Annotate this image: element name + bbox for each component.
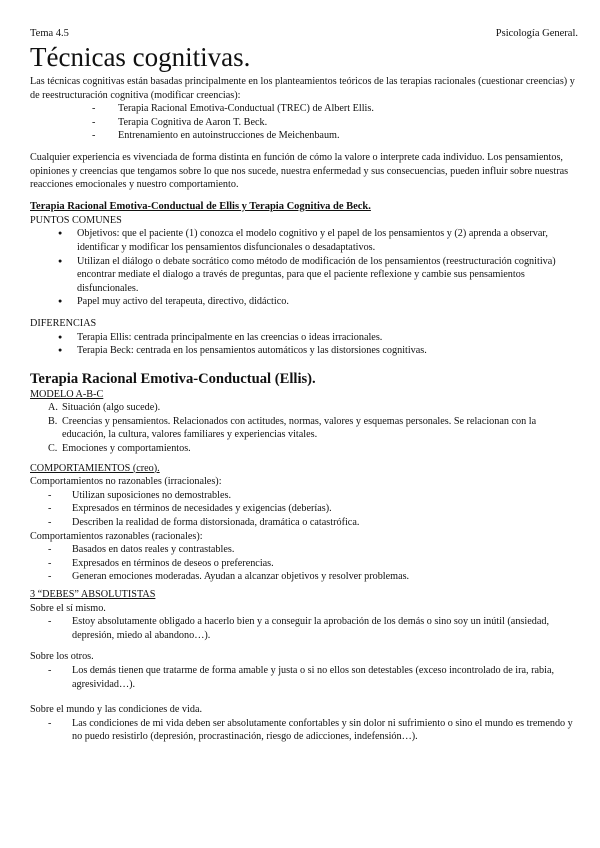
header-topic: Tema 4.5 [30, 28, 69, 39]
list-item: ● Terapia Beck: centrada en los pensamientos automáticos y las distorsiones cognitivas. [56, 344, 578, 358]
list-item: - Los demás tienen que tratarme de forma amable y justa o si no ellos son detestables (exceso incontrolado de ira, rabia, agresividad…). [48, 664, 578, 691]
common-points-list [30, 227, 578, 309]
list-item: - Terapia Cognitiva de Aaron T. Beck. [92, 116, 578, 130]
list-item: ● Utilizan el diálogo o debate socrático como método de modificación de los pensamientos (reestructuración cognitiva) encontrar mediate el dialogo a través de preguntas, para que el paciente reflexione y cambie sus pensamientos disfuncionales. [56, 255, 578, 296]
list-item: - Basados en datos reales y contrastables. [48, 543, 578, 557]
list-item: - Estoy absolutamente obligado a hacerlo bien y a conseguir la aprobación de los demás o sino soy un inútil (ansiedad, depresión, miedo al abandono…). [48, 615, 578, 642]
self-label: Sobre el sí mismo. [30, 602, 106, 614]
intro-list [30, 102, 578, 143]
self-list [30, 615, 578, 642]
others-label: Sobre los otros. [30, 651, 94, 663]
abc-model-list [30, 401, 578, 455]
abc-model-label: MODELO A-B-C [30, 388, 104, 400]
list-item [48, 442, 578, 456]
world-list [30, 717, 578, 744]
world-label: Sobre el mundo y las condiciones de vida. [30, 704, 203, 716]
list-letter: A. [48, 402, 58, 414]
list-item: ● Terapia Ellis: centrada principalmente en las creencias o ideas irracionales. [56, 331, 578, 345]
differences-list [30, 331, 578, 358]
absolutist-musts-label: 3 “DEBES” ABSOLUTISTAS [30, 589, 156, 600]
page-header [30, 28, 578, 40]
section-heading-ellis-beck: Terapia Racional Emotiva-Conductual de Ellis y Terapia Cognitiva de Beck. [30, 200, 371, 212]
list-text: Creencias y pensamientos. Relacionados con actitudes, normas, valores y esquemas personales. Se relacionan con la educación, la cultura, valores familiares y experiencias vitales. [62, 415, 537, 441]
list-item: - Utilizan suposiciones no demostrables. [48, 489, 578, 503]
differences-label: DIFERENCIAS [30, 317, 97, 329]
list-item: - Generan emociones moderadas. Ayudan a alcanzar objetivos y resolver problemas. [48, 570, 578, 584]
rational-list [30, 543, 578, 584]
list-item: - Expresados en términos de necesidades y exigencias (deberías). [48, 502, 578, 516]
list-item: - Expresados en términos de deseos o preferencias. [48, 557, 578, 571]
irrational-list [30, 489, 578, 530]
section-heading-trec: Terapia Racional Emotiva-Conductual (Ellis). [30, 370, 316, 387]
list-item: ● Objetivos: que el paciente (1) conozca el modelo cognitivo y el papel de los pensamientos y (2) aprenda a observar, identificar y modificar los pensamientos disfuncionales o desadaptativos. [56, 227, 578, 254]
list-item: ● Papel muy activo del terapeuta, directivo, didáctico. [56, 295, 578, 309]
document-page [30, 28, 578, 744]
header-subject: Psicología General. [495, 28, 578, 39]
list-text: Emociones y comportamientos. [62, 443, 191, 455]
list-text: Situación (algo sucede). [62, 402, 161, 414]
list-item: - Describen la realidad de forma distorsionada, dramática o catastrófica. [48, 516, 578, 530]
page-title: Técnicas cognitivas. [30, 42, 251, 72]
list-item: - Las condiciones de mi vida deben ser absolutamente confortables y sin dolor ni sufrimiento o sino el mundo es tremendo y no puedo resistirlo (depresión, procrastinación, riesgo de adicciones, indefensión…). [48, 717, 578, 744]
experience-paragraph: Cualquier experiencia es vivenciada de forma distinta en función de cómo la valore o interprete cada individuo. Los pensamientos, opiniones y creencias que tengamos sobre lo que nos sucede, nuestra enfermedad y sus consecuencias, pueden influir sobre nuestras reacciones emocionales y nuestro comportamiento. [30, 151, 569, 191]
intro-paragraph: Las técnicas cognitivas están basadas principalmente en los planteamientos teóricos de las terapias racionales (cuestionar creencias) y de reestructuración cognitiva (modificar creencias): [30, 76, 575, 101]
behaviours-label: COMPORTAMIENTOS (creo). [30, 462, 160, 474]
rational-label: Comportamientos razonables (racionales): [30, 530, 203, 542]
list-item: - Terapia Racional Emotiva-Conductual (TREC) de Albert Ellis. [92, 102, 578, 116]
list-letter: B. [48, 415, 58, 427]
list-item [48, 401, 578, 415]
irrational-label: Comportamientos no razonables (irracionales): [30, 476, 222, 488]
others-list [30, 664, 578, 691]
list-item [48, 415, 578, 442]
common-points-label: PUNTOS COMUNES [30, 214, 122, 226]
list-item: - Entrenamiento en autoinstrucciones de Meichenbaum. [92, 129, 578, 143]
list-letter: C. [48, 443, 58, 455]
